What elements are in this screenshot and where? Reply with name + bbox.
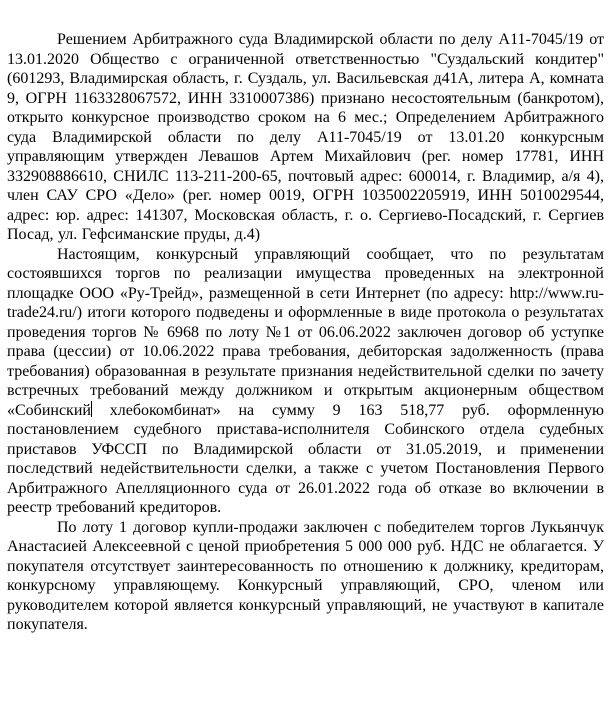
paragraph-court-decision: Решением Арбитражного суда Владимирской области по делу А11-7045/19 от 13.01.2020 Общество с ограниченной ответственностью "Суздальский кондитер" (601293, Владимирская область, г. Суздаль, ул. Васильевская д41А, литера А, комната 9, ОГРН 1163328067572, ИНН 3310007386) признано несостоятельным (банкротом), открыто конкурсное производство сроком на 6 мес.; Определением Арбитражного суда Владимирской области по делу А11-7045/19 от 13.01.20 конкурсным управляющим утвержден Левашов Артем Михайлович (рег. номер 17781, ИНН 332908886610, СНИЛС 113-211-200-65, почтовый адрес: 600014, г. Владимир, а/я 4), член САУ СРО «Дело» (рег. номер 0019, ОГРН 1035002205919, ИНН 5010029544, адрес: юр. адрес: 141307, Московская область, г. о. Сергиево-Посадский, г. Сергиев Посад, ул. Гефсиманские пруды, д.4) (7, 31, 604, 243)
paragraph-lot-sale-details: По лоту 1 договор купли-продажи заключен с победителем торгов Лукьянчук Анастасией Алексеевной с ценой приобретения 5 000 000 руб. НДС не облагается. У покупателя отсутствует заинтересованность по отношению к должнику, кредиторам, конкурсному управляющему. Конкурсный управляющий, СРО, членом или руководителем которой является конкурсный управляющий, не участвуют в капитале покупателя. (7, 518, 604, 633)
paragraph-auction-results-text-after-cursor: хлебокомбинат» на сумму 9 163 518,77 руб. оформленную постановлением судебного пристава-исполнителя Собинского отдела судебных приставов УФССП по Владимирской области от 31.05.2019, и применении последствий недействительности сделки, а также с учетом Постановления Первого Арбитражного Апелляционного суда от 26.01.2022 года об отказе во включении в реестр требований кредиторов. (7, 401, 604, 516)
paragraph-auction-results (7, 245, 604, 518)
paragraph-auction-results-text-before-cursor: Настоящим, конкурсный управляющий сообщает, что по результатам состоявшихся торгов по реализации имущества проведенных на электронной площадке ООО «Ру-Трейд», размещенной в сети Интернет (по адресу: http://www.ru-trade24.ru/) итоги которого подведены и оформленные в виде протокола о результатах проведения торгов № 6968 по лоту №1 от 06.06.2022 заключен договор об уступке права (цессии) от 10.06.2022 права требования, дебиторская задолженность (права требования) образованная в результате признания недействительной сделки по зачету встречных требований между должником и открытым акционерным обществом «Собинский (7, 245, 604, 419)
